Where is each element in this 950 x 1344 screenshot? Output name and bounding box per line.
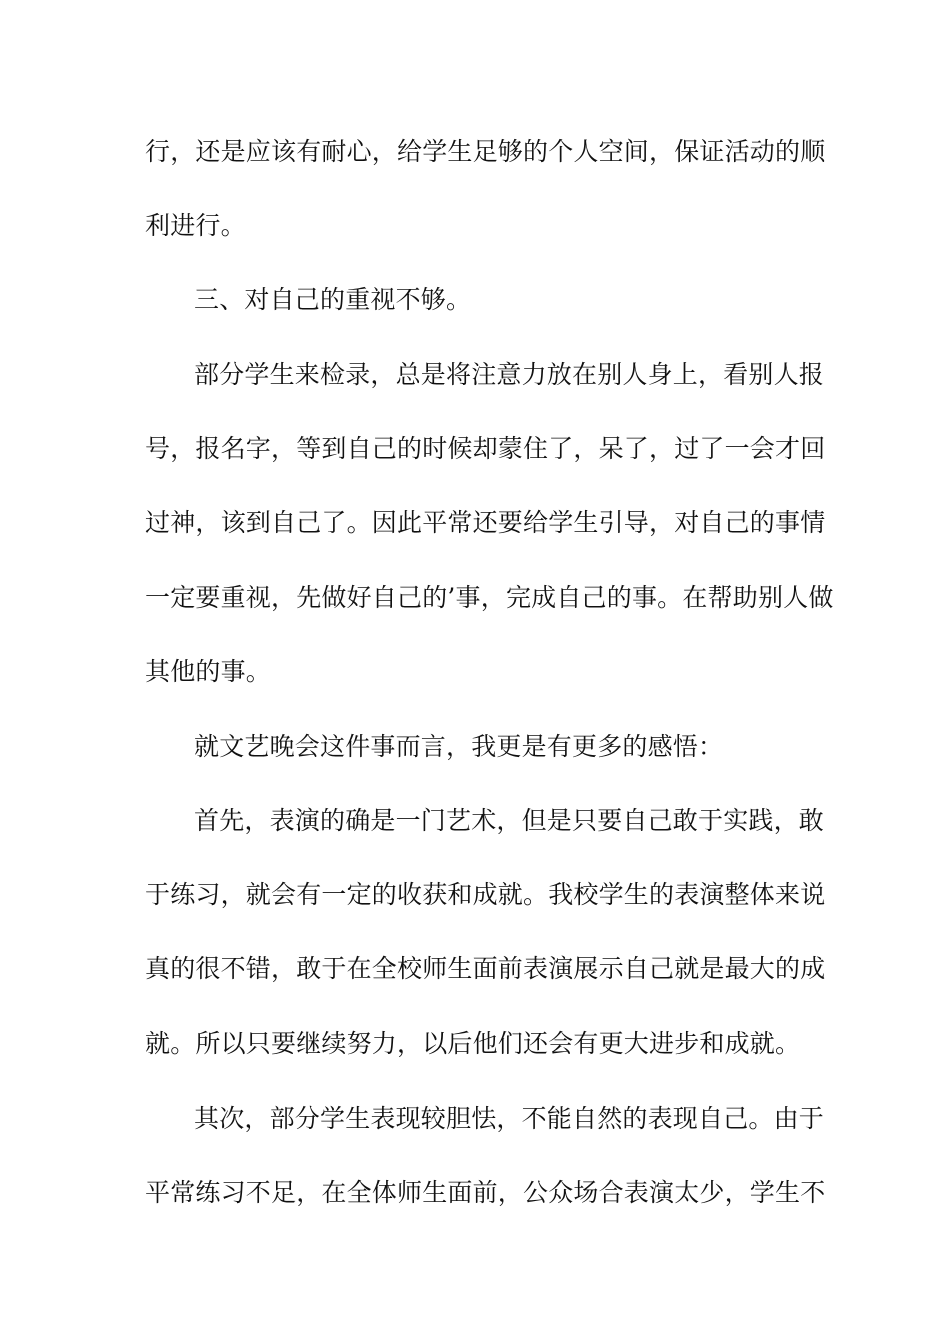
- paragraph-line: 就。所以只要继续努力，以后他们还会有更大进步和成就。: [145, 1029, 801, 1058]
- paragraph-line: 部分学生来检录，总是将注意力放在别人身上，看别人报: [194, 360, 825, 389]
- paragraph-line: 利进行。: [145, 211, 246, 240]
- paragraph-line: 平常练习不足，在全体师生面前，公众场合表演太少，学生不: [145, 1178, 826, 1207]
- paragraph-line: 号，报名字，等到自己的时候却蒙住了，呆了，过了一会才回: [145, 434, 826, 463]
- paragraph-line: 其他的事。: [145, 657, 272, 686]
- section-heading: 三、对自己的重视不够。: [194, 285, 472, 314]
- paragraph-line: 真的很不错，敢于在全校师生面前表演展示自己就是最大的成: [145, 954, 826, 983]
- paragraph-line: 一定要重视，先做好自己的’事，完成自己的事。在帮助别人做: [145, 583, 834, 612]
- paragraph-line: 就文艺晚会这件事而言，我更是有更多的感悟：: [194, 732, 724, 761]
- paragraph-line: 过神，该到自己了。因此平常还要给学生引导，对自己的事情: [145, 508, 826, 537]
- paragraph-line: 首先，表演的确是一门艺术，但是只要自己敢于实践，敢: [194, 806, 825, 835]
- paragraph-line: 其次，部分学生表现较胆怯，不能自然的表现自己。由于: [194, 1104, 825, 1133]
- paragraph-line: 行，还是应该有耐心，给学生足够的个人空间，保证活动的顺: [145, 137, 826, 166]
- paragraph-line: 于练习，就会有一定的收获和成就。我校学生的表演整体来说: [145, 880, 826, 909]
